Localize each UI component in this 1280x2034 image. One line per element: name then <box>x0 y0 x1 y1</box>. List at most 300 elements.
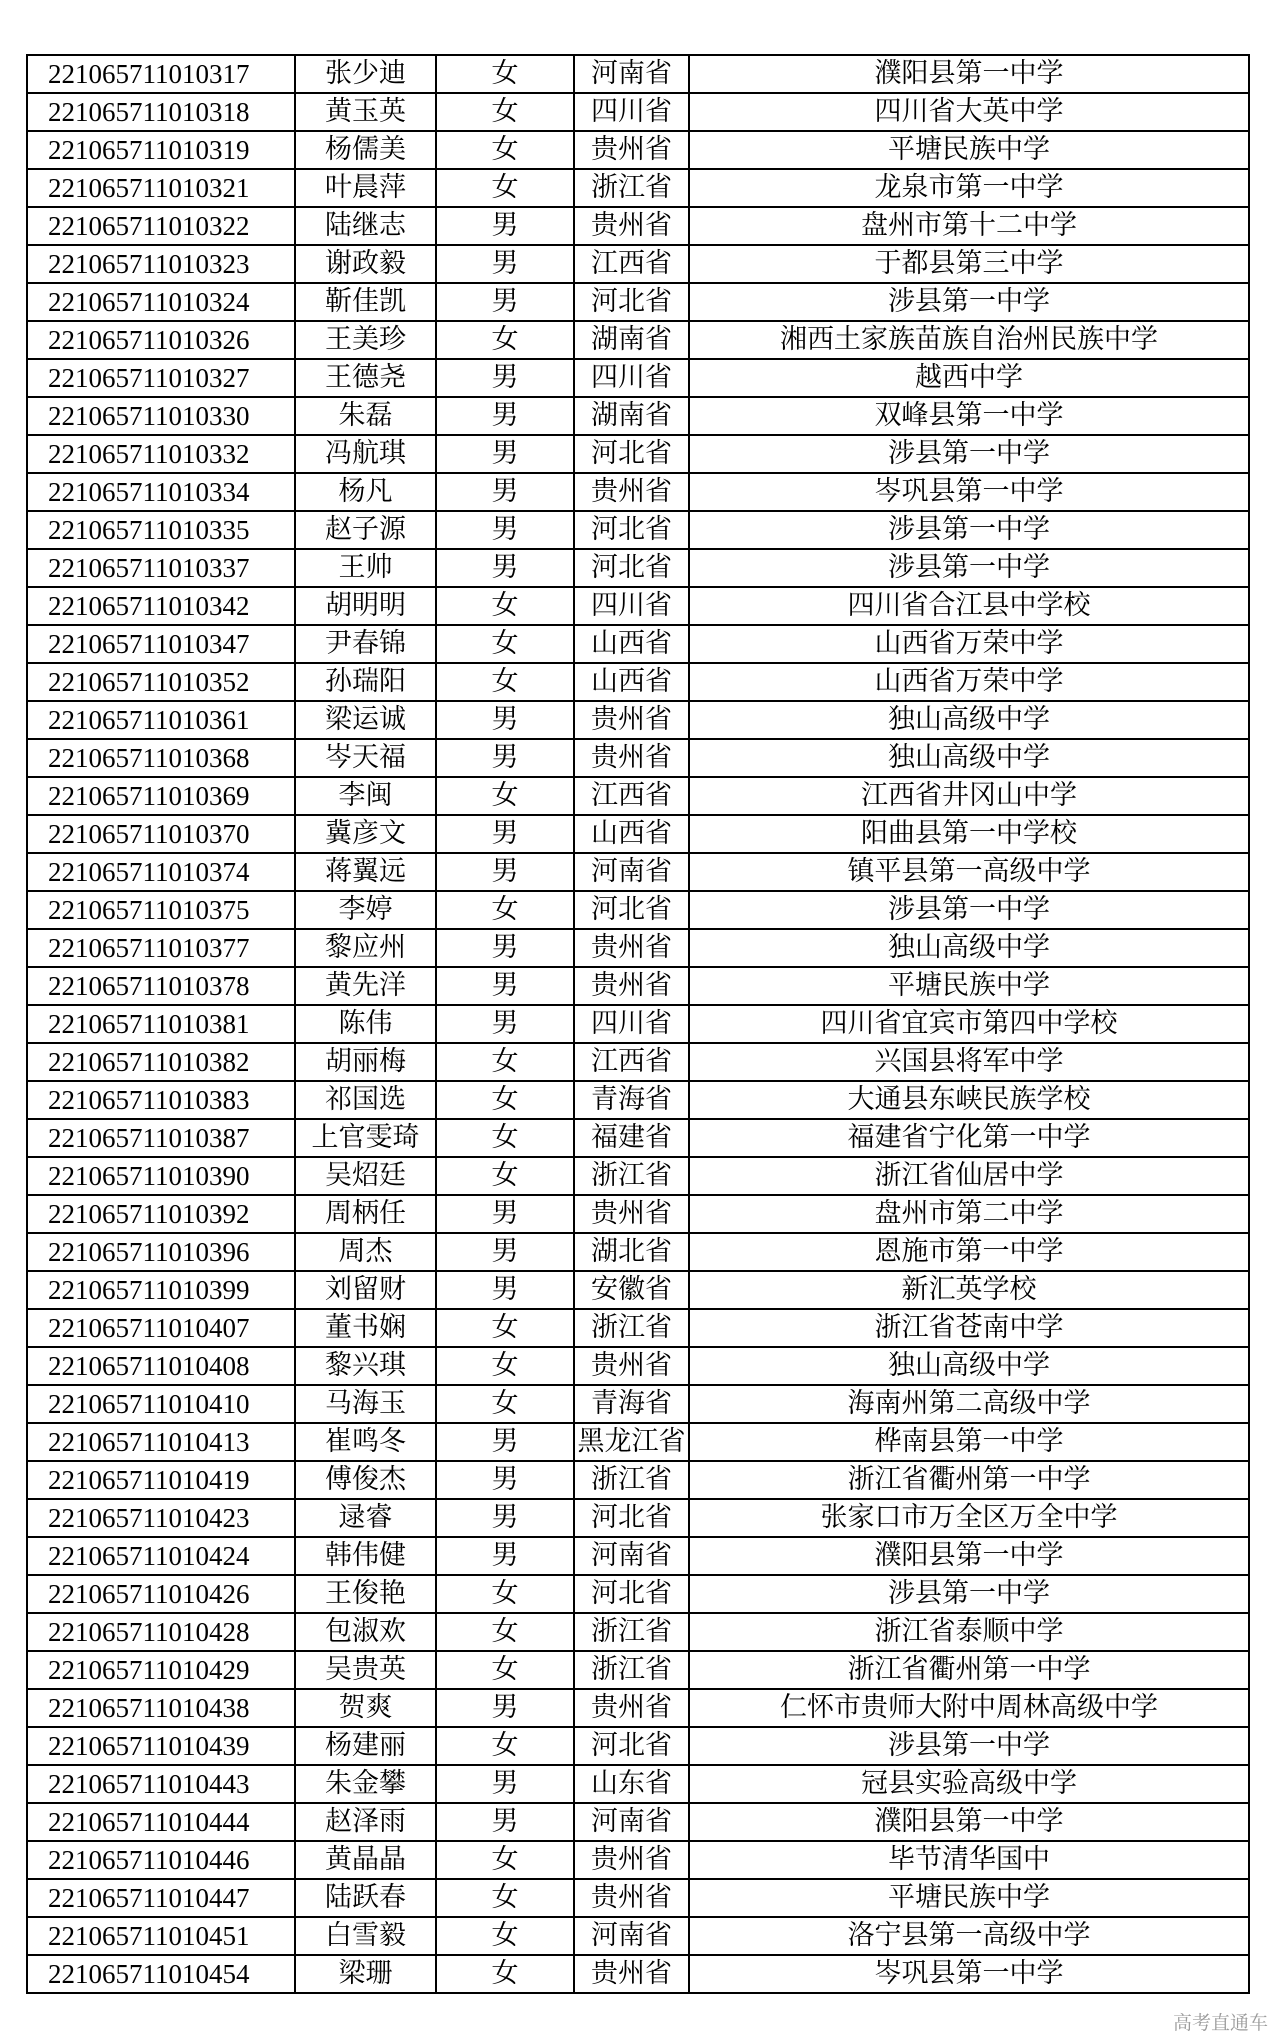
province-cell: 贵州省 <box>574 1195 689 1233</box>
table-row <box>27 815 1249 853</box>
table-row <box>27 359 1249 397</box>
table-row <box>27 1499 1249 1537</box>
gender-cell: 女 <box>436 1575 574 1613</box>
school-cell: 涉县第一中学 <box>689 549 1249 587</box>
school-cell: 山西省万荣中学 <box>689 625 1249 663</box>
student-id-cell: 221065711010321 <box>27 169 295 207</box>
student-name-cell: 韩伟健 <box>295 1537 436 1575</box>
school-cell: 张家口市万全区万全中学 <box>689 1499 1249 1537</box>
gender-cell: 女 <box>436 169 574 207</box>
student-id-cell: 221065711010444 <box>27 1803 295 1841</box>
gender-cell: 男 <box>436 207 574 245</box>
province-cell: 贵州省 <box>574 473 689 511</box>
school-cell: 冠县实验高级中学 <box>689 1765 1249 1803</box>
student-id-cell: 221065711010337 <box>27 549 295 587</box>
student-id-cell: 221065711010319 <box>27 131 295 169</box>
gender-cell: 男 <box>436 1195 574 1233</box>
student-id-cell: 221065711010419 <box>27 1461 295 1499</box>
gender-cell: 女 <box>436 1119 574 1157</box>
student-id-cell: 221065711010324 <box>27 283 295 321</box>
school-cell: 平塘民族中学 <box>689 131 1249 169</box>
student-id-cell: 221065711010327 <box>27 359 295 397</box>
student-id-cell: 221065711010352 <box>27 663 295 701</box>
province-cell: 河北省 <box>574 1575 689 1613</box>
school-cell: 平塘民族中学 <box>689 1879 1249 1917</box>
student-name-cell: 祁国选 <box>295 1081 436 1119</box>
gender-cell: 男 <box>436 1423 574 1461</box>
school-cell: 龙泉市第一中学 <box>689 169 1249 207</box>
student-name-cell: 胡明明 <box>295 587 436 625</box>
student-id-cell: 221065711010377 <box>27 929 295 967</box>
gender-cell: 男 <box>436 701 574 739</box>
student-name-cell: 杨建丽 <box>295 1727 436 1765</box>
school-cell: 江西省井冈山中学 <box>689 777 1249 815</box>
school-cell: 大通县东峡民族学校 <box>689 1081 1249 1119</box>
school-cell: 盘州市第二中学 <box>689 1195 1249 1233</box>
student-roster-table <box>26 54 1250 1994</box>
table-row <box>27 1613 1249 1651</box>
province-cell: 青海省 <box>574 1081 689 1119</box>
student-name-cell: 朱金攀 <box>295 1765 436 1803</box>
student-name-cell: 谢政毅 <box>295 245 436 283</box>
student-id-cell: 221065711010330 <box>27 397 295 435</box>
province-cell: 浙江省 <box>574 1613 689 1651</box>
province-cell: 浙江省 <box>574 1309 689 1347</box>
school-cell: 浙江省苍南中学 <box>689 1309 1249 1347</box>
province-cell: 河北省 <box>574 891 689 929</box>
gender-cell: 男 <box>436 1765 574 1803</box>
gender-cell: 男 <box>436 1005 574 1043</box>
table-row <box>27 1765 1249 1803</box>
student-id-cell: 221065711010335 <box>27 511 295 549</box>
student-id-cell: 221065711010322 <box>27 207 295 245</box>
province-cell: 贵州省 <box>574 1689 689 1727</box>
student-name-cell: 杨凡 <box>295 473 436 511</box>
gender-cell: 男 <box>436 435 574 473</box>
school-cell: 桦南县第一中学 <box>689 1423 1249 1461</box>
student-name-cell: 黎兴琪 <box>295 1347 436 1385</box>
table-row <box>27 435 1249 473</box>
table-row <box>27 1461 1249 1499</box>
student-name-cell: 冯航琪 <box>295 435 436 473</box>
student-id-cell: 221065711010368 <box>27 739 295 777</box>
student-name-cell: 上官雯琦 <box>295 1119 436 1157</box>
gender-cell: 男 <box>436 739 574 777</box>
student-id-cell: 221065711010369 <box>27 777 295 815</box>
gender-cell: 男 <box>436 359 574 397</box>
school-cell: 毕节清华国中 <box>689 1841 1249 1879</box>
gender-cell: 女 <box>436 1309 574 1347</box>
table-row <box>27 473 1249 511</box>
student-name-cell: 吴贵英 <box>295 1651 436 1689</box>
province-cell: 河南省 <box>574 1537 689 1575</box>
table-row <box>27 1879 1249 1917</box>
student-id-cell: 221065711010428 <box>27 1613 295 1651</box>
province-cell: 四川省 <box>574 1005 689 1043</box>
student-id-cell: 221065711010438 <box>27 1689 295 1727</box>
table-row <box>27 549 1249 587</box>
student-id-cell: 221065711010375 <box>27 891 295 929</box>
student-name-cell: 白雪毅 <box>295 1917 436 1955</box>
gender-cell: 男 <box>436 397 574 435</box>
province-cell: 四川省 <box>574 587 689 625</box>
school-cell: 越西中学 <box>689 359 1249 397</box>
school-cell: 涉县第一中学 <box>689 511 1249 549</box>
watermark-text: 高考直通车 <box>1172 2012 1268 2034</box>
school-cell: 涉县第一中学 <box>689 1575 1249 1613</box>
gender-cell: 男 <box>436 283 574 321</box>
province-cell: 河北省 <box>574 549 689 587</box>
province-cell: 河北省 <box>574 1727 689 1765</box>
gender-cell: 女 <box>436 1043 574 1081</box>
province-cell: 河北省 <box>574 1499 689 1537</box>
student-name-cell: 黄先洋 <box>295 967 436 1005</box>
table-row <box>27 245 1249 283</box>
school-cell: 四川省大英中学 <box>689 93 1249 131</box>
province-cell: 贵州省 <box>574 739 689 777</box>
student-name-cell: 靳佳凯 <box>295 283 436 321</box>
school-cell: 浙江省衢州第一中学 <box>689 1461 1249 1499</box>
gender-cell: 男 <box>436 1689 574 1727</box>
table-row <box>27 1195 1249 1233</box>
province-cell: 安徽省 <box>574 1271 689 1309</box>
school-cell: 四川省宜宾市第四中学校 <box>689 1005 1249 1043</box>
gender-cell: 女 <box>436 1385 574 1423</box>
gender-cell: 男 <box>436 853 574 891</box>
table-row <box>27 929 1249 967</box>
school-cell: 浙江省泰顺中学 <box>689 1613 1249 1651</box>
province-cell: 山西省 <box>574 625 689 663</box>
school-cell: 涉县第一中学 <box>689 435 1249 473</box>
table-row <box>27 207 1249 245</box>
table-row <box>27 93 1249 131</box>
student-name-cell: 崔鸣冬 <box>295 1423 436 1461</box>
student-id-cell: 221065711010408 <box>27 1347 295 1385</box>
table-row <box>27 1309 1249 1347</box>
gender-cell: 女 <box>436 1727 574 1765</box>
gender-cell: 男 <box>436 1461 574 1499</box>
student-name-cell: 黄玉英 <box>295 93 436 131</box>
school-cell: 山西省万荣中学 <box>689 663 1249 701</box>
student-name-cell: 逯睿 <box>295 1499 436 1537</box>
province-cell: 贵州省 <box>574 131 689 169</box>
school-cell: 独山高级中学 <box>689 1347 1249 1385</box>
student-name-cell: 周杰 <box>295 1233 436 1271</box>
student-name-cell: 黄晶晶 <box>295 1841 436 1879</box>
table-row <box>27 1081 1249 1119</box>
table-row <box>27 1651 1249 1689</box>
school-cell: 涉县第一中学 <box>689 1727 1249 1765</box>
student-id-cell: 221065711010399 <box>27 1271 295 1309</box>
school-cell: 仁怀市贵师大附中周林高级中学 <box>689 1689 1249 1727</box>
table-row <box>27 397 1249 435</box>
table-row <box>27 321 1249 359</box>
student-name-cell: 孙瑞阳 <box>295 663 436 701</box>
school-cell: 平塘民族中学 <box>689 967 1249 1005</box>
school-cell: 岑巩县第一中学 <box>689 1955 1249 1993</box>
province-cell: 河南省 <box>574 55 689 93</box>
gender-cell: 女 <box>436 1955 574 1993</box>
student-name-cell: 黎应州 <box>295 929 436 967</box>
gender-cell: 男 <box>436 929 574 967</box>
province-cell: 浙江省 <box>574 1157 689 1195</box>
province-cell: 浙江省 <box>574 1651 689 1689</box>
student-name-cell: 王美珍 <box>295 321 436 359</box>
student-name-cell: 马海玉 <box>295 1385 436 1423</box>
school-cell: 湘西土家族苗族自治州民族中学 <box>689 321 1249 359</box>
student-name-cell: 傅俊杰 <box>295 1461 436 1499</box>
student-name-cell: 包淑欢 <box>295 1613 436 1651</box>
school-cell: 兴国县将军中学 <box>689 1043 1249 1081</box>
table-row <box>27 511 1249 549</box>
gender-cell: 男 <box>436 815 574 853</box>
table-row <box>27 1575 1249 1613</box>
gender-cell: 女 <box>436 1347 574 1385</box>
student-id-cell: 221065711010392 <box>27 1195 295 1233</box>
student-id-cell: 221065711010374 <box>27 853 295 891</box>
table-row <box>27 967 1249 1005</box>
province-cell: 贵州省 <box>574 929 689 967</box>
province-cell: 江西省 <box>574 245 689 283</box>
gender-cell: 女 <box>436 93 574 131</box>
gender-cell: 男 <box>436 1233 574 1271</box>
table-row <box>27 1157 1249 1195</box>
student-name-cell: 冀彦文 <box>295 815 436 853</box>
province-cell: 山西省 <box>574 663 689 701</box>
province-cell: 河北省 <box>574 435 689 473</box>
school-cell: 双峰县第一中学 <box>689 397 1249 435</box>
student-name-cell: 董书娴 <box>295 1309 436 1347</box>
school-cell: 濮阳县第一中学 <box>689 55 1249 93</box>
table-row <box>27 1347 1249 1385</box>
student-id-cell: 221065711010334 <box>27 473 295 511</box>
school-cell: 独山高级中学 <box>689 739 1249 777</box>
table-row <box>27 1841 1249 1879</box>
student-id-cell: 221065711010370 <box>27 815 295 853</box>
province-cell: 贵州省 <box>574 1347 689 1385</box>
table-row <box>27 1043 1249 1081</box>
school-cell: 盘州市第十二中学 <box>689 207 1249 245</box>
school-cell: 四川省合江县中学校 <box>689 587 1249 625</box>
gender-cell: 男 <box>436 473 574 511</box>
student-name-cell: 尹春锦 <box>295 625 436 663</box>
table-row <box>27 739 1249 777</box>
gender-cell: 女 <box>436 663 574 701</box>
gender-cell: 女 <box>436 1081 574 1119</box>
province-cell: 河南省 <box>574 1803 689 1841</box>
table-row <box>27 587 1249 625</box>
province-cell: 四川省 <box>574 359 689 397</box>
student-id-cell: 221065711010413 <box>27 1423 295 1461</box>
student-id-cell: 221065711010378 <box>27 967 295 1005</box>
school-cell: 独山高级中学 <box>689 929 1249 967</box>
student-id-cell: 221065711010446 <box>27 1841 295 1879</box>
gender-cell: 男 <box>436 1803 574 1841</box>
table-row <box>27 1727 1249 1765</box>
student-name-cell: 王帅 <box>295 549 436 587</box>
table-row <box>27 1917 1249 1955</box>
gender-cell: 男 <box>436 967 574 1005</box>
student-name-cell: 吴炤廷 <box>295 1157 436 1195</box>
student-id-cell: 221065711010383 <box>27 1081 295 1119</box>
table-row <box>27 1271 1249 1309</box>
table-row <box>27 1119 1249 1157</box>
student-id-cell: 221065711010451 <box>27 1917 295 1955</box>
student-name-cell: 赵子源 <box>295 511 436 549</box>
table-row <box>27 891 1249 929</box>
student-id-cell: 221065711010332 <box>27 435 295 473</box>
student-name-cell: 赵泽雨 <box>295 1803 436 1841</box>
gender-cell: 女 <box>436 1917 574 1955</box>
gender-cell: 女 <box>436 1157 574 1195</box>
student-id-cell: 221065711010390 <box>27 1157 295 1195</box>
student-id-cell: 221065711010407 <box>27 1309 295 1347</box>
province-cell: 贵州省 <box>574 1879 689 1917</box>
gender-cell: 男 <box>436 549 574 587</box>
student-id-cell: 221065711010387 <box>27 1119 295 1157</box>
province-cell: 贵州省 <box>574 207 689 245</box>
school-cell: 涉县第一中学 <box>689 891 1249 929</box>
student-name-cell: 周柄任 <box>295 1195 436 1233</box>
province-cell: 贵州省 <box>574 1955 689 1993</box>
table-row <box>27 853 1249 891</box>
table-row <box>27 701 1249 739</box>
gender-cell: 女 <box>436 1651 574 1689</box>
table-row <box>27 1005 1249 1043</box>
gender-cell: 男 <box>436 1537 574 1575</box>
student-id-cell: 221065711010423 <box>27 1499 295 1537</box>
table-row <box>27 131 1249 169</box>
province-cell: 浙江省 <box>574 1461 689 1499</box>
student-name-cell: 陈伟 <box>295 1005 436 1043</box>
school-cell: 独山高级中学 <box>689 701 1249 739</box>
school-cell: 濮阳县第一中学 <box>689 1803 1249 1841</box>
gender-cell: 男 <box>436 245 574 283</box>
school-cell: 洛宁县第一高级中学 <box>689 1917 1249 1955</box>
table-row <box>27 663 1249 701</box>
gender-cell: 女 <box>436 1613 574 1651</box>
gender-cell: 女 <box>436 1879 574 1917</box>
student-id-cell: 221065711010347 <box>27 625 295 663</box>
province-cell: 黑龙江省 <box>574 1423 689 1461</box>
province-cell: 江西省 <box>574 777 689 815</box>
school-cell: 恩施市第一中学 <box>689 1233 1249 1271</box>
student-id-cell: 221065711010429 <box>27 1651 295 1689</box>
province-cell: 江西省 <box>574 1043 689 1081</box>
student-id-cell: 221065711010410 <box>27 1385 295 1423</box>
gender-cell: 女 <box>436 55 574 93</box>
school-cell: 新汇英学校 <box>689 1271 1249 1309</box>
student-name-cell: 梁珊 <box>295 1955 436 1993</box>
province-cell: 湖南省 <box>574 397 689 435</box>
gender-cell: 女 <box>436 777 574 815</box>
student-id-cell: 221065711010426 <box>27 1575 295 1613</box>
school-cell: 涉县第一中学 <box>689 283 1249 321</box>
school-cell: 岑巩县第一中学 <box>689 473 1249 511</box>
student-name-cell: 李闽 <box>295 777 436 815</box>
student-name-cell: 王俊艳 <box>295 1575 436 1613</box>
student-name-cell: 蒋翼远 <box>295 853 436 891</box>
province-cell: 河北省 <box>574 283 689 321</box>
school-cell: 海南州第二高级中学 <box>689 1385 1249 1423</box>
student-name-cell: 梁运诚 <box>295 701 436 739</box>
table-row <box>27 777 1249 815</box>
student-id-cell: 221065711010382 <box>27 1043 295 1081</box>
school-cell: 镇平县第一高级中学 <box>689 853 1249 891</box>
province-cell: 青海省 <box>574 1385 689 1423</box>
table-row <box>27 1537 1249 1575</box>
province-cell: 浙江省 <box>574 169 689 207</box>
roster-body <box>27 55 1249 1993</box>
table-row <box>27 1385 1249 1423</box>
school-cell: 于都县第三中学 <box>689 245 1249 283</box>
table-row <box>27 283 1249 321</box>
gender-cell: 女 <box>436 1841 574 1879</box>
school-cell: 浙江省仙居中学 <box>689 1157 1249 1195</box>
student-name-cell: 叶晨萍 <box>295 169 436 207</box>
student-id-cell: 221065711010342 <box>27 587 295 625</box>
table-row <box>27 625 1249 663</box>
student-name-cell: 岑天福 <box>295 739 436 777</box>
table-row <box>27 1689 1249 1727</box>
student-name-cell: 朱磊 <box>295 397 436 435</box>
province-cell: 福建省 <box>574 1119 689 1157</box>
province-cell: 河南省 <box>574 1917 689 1955</box>
table-row <box>27 1803 1249 1841</box>
gender-cell: 男 <box>436 1271 574 1309</box>
province-cell: 山西省 <box>574 815 689 853</box>
table-row <box>27 169 1249 207</box>
student-name-cell: 刘留财 <box>295 1271 436 1309</box>
gender-cell: 男 <box>436 511 574 549</box>
school-cell: 阳曲县第一中学校 <box>689 815 1249 853</box>
student-id-cell: 221065711010443 <box>27 1765 295 1803</box>
province-cell: 四川省 <box>574 93 689 131</box>
student-name-cell: 杨儒美 <box>295 131 436 169</box>
school-cell: 濮阳县第一中学 <box>689 1537 1249 1575</box>
student-name-cell: 陆继志 <box>295 207 436 245</box>
student-id-cell: 221065711010323 <box>27 245 295 283</box>
student-id-cell: 221065711010439 <box>27 1727 295 1765</box>
province-cell: 贵州省 <box>574 1841 689 1879</box>
student-id-cell: 221065711010454 <box>27 1955 295 1993</box>
student-name-cell: 胡丽梅 <box>295 1043 436 1081</box>
student-name-cell: 王德尧 <box>295 359 436 397</box>
student-name-cell: 贺爽 <box>295 1689 436 1727</box>
province-cell: 河北省 <box>574 511 689 549</box>
student-id-cell: 221065711010381 <box>27 1005 295 1043</box>
table-row <box>27 1955 1249 1993</box>
table-row <box>27 1423 1249 1461</box>
gender-cell: 男 <box>436 1499 574 1537</box>
gender-cell: 女 <box>436 321 574 359</box>
province-cell: 河南省 <box>574 853 689 891</box>
student-name-cell: 李婷 <box>295 891 436 929</box>
student-name-cell: 陆跃春 <box>295 1879 436 1917</box>
student-id-cell: 221065711010317 <box>27 55 295 93</box>
student-name-cell: 张少迪 <box>295 55 436 93</box>
province-cell: 山东省 <box>574 1765 689 1803</box>
province-cell: 湖南省 <box>574 321 689 359</box>
gender-cell: 女 <box>436 587 574 625</box>
province-cell: 贵州省 <box>574 701 689 739</box>
table-row <box>27 55 1249 93</box>
student-id-cell: 221065711010318 <box>27 93 295 131</box>
student-id-cell: 221065711010447 <box>27 1879 295 1917</box>
student-id-cell: 221065711010424 <box>27 1537 295 1575</box>
gender-cell: 女 <box>436 131 574 169</box>
table-row <box>27 1233 1249 1271</box>
